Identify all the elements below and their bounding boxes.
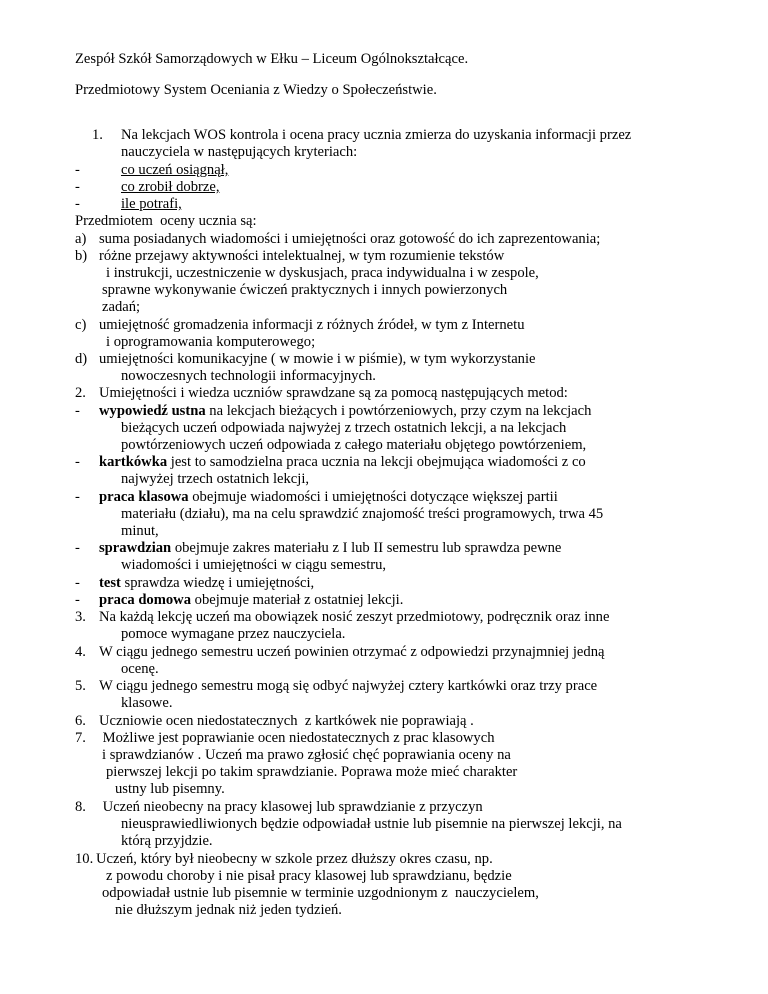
paragraph-line: Na każdą lekcję uczeń ma obowiązek nosić zeszyt przedmiotowy, podręcznik oraz inne xyxy=(99,609,610,625)
method-quiz xyxy=(99,454,586,471)
paragraph-text: jest to samodzielna praca ucznia na lekcji obejmująca wiadomości z co xyxy=(167,454,586,470)
dash-marker: - xyxy=(75,489,80,505)
paragraph-line: Uczniowie ocen niedostatecznych z kartkówek nie poprawiają . xyxy=(99,713,474,729)
list-number: 6. xyxy=(75,713,86,729)
paragraph-line: nieusprawiedliwionych będzie odpowiadał ustnie lub pisemnie na pierwszej lekcji, na xyxy=(121,816,622,832)
paragraph-text: na lekcjach bieżących i powtórzeniowych, przy czym na lekcjach xyxy=(205,403,592,419)
paragraph-line: różne przejawy aktywności intelektualnej, w tym rozumienie tekstów xyxy=(99,248,505,264)
paragraph-line: ustny lub pisemny. xyxy=(115,781,225,797)
list-number: 3. xyxy=(75,609,86,625)
method-class-test xyxy=(99,489,558,506)
dash-marker: - xyxy=(75,592,80,608)
paragraph-line: wiadomości i umiejętności w ciągu semestru, xyxy=(121,557,387,573)
term-bold: sprawdzian xyxy=(99,540,172,556)
list-number: 8. xyxy=(75,799,86,815)
paragraph-line: Na lekcjach WOS kontrola i ocena pracy ucznia zmierza do uzyskania informacji przez xyxy=(121,127,632,143)
method-exam xyxy=(99,540,561,557)
paragraph-line: Uczeń, który był nieobecny w szkole przez dłuższy okres czasu, np. xyxy=(96,851,493,867)
paragraph-line: Przedmiotem oceny ucznia są: xyxy=(75,213,257,229)
term-bold: test xyxy=(99,575,121,591)
bullet-item: ile potrafi, xyxy=(121,196,182,212)
term-bold: wypowiedź ustna xyxy=(99,403,206,419)
list-letter: a) xyxy=(75,231,87,247)
paragraph-line: umiejętność gromadzenia informacji z różnych źródeł, w tym z Internetu xyxy=(99,317,525,333)
dash-marker: - xyxy=(75,162,80,178)
list-number: 2. xyxy=(75,385,86,401)
paragraph-line: pierwszej lekcji po takim sprawdzianie. Poprawa może mieć charakter xyxy=(106,764,518,780)
paragraph-line: i oprogramowania komputerowego; xyxy=(106,334,316,350)
term-bold: praca klasowa xyxy=(99,489,189,505)
paragraph-line: i sprawdzianów . Uczeń ma prawo zgłosić chęć poprawiania oceny na xyxy=(102,747,511,763)
paragraph-text: sprawdza wiedzę i umiejętności, xyxy=(120,575,315,591)
list-number: 1. xyxy=(92,127,103,143)
list-letter: d) xyxy=(75,351,88,367)
paragraph-line: Umiejętności i wiedza uczniów sprawdzane są za pomocą następujących metod: xyxy=(99,385,568,401)
paragraph-line: Uczeń nieobecny na pracy klasowej lub sprawdzianie z przyczyn xyxy=(99,799,483,815)
paragraph-line: materiału (działu), ma na celu sprawdzić znajomość treści programowych, trwa 45 xyxy=(121,506,604,522)
list-letter: c) xyxy=(75,317,87,333)
paragraph-text: obejmuje zakres materiału z I lub II semestru lub sprawdza pewne xyxy=(171,540,562,556)
list-number: 10. xyxy=(75,851,94,867)
term-bold: kartkówka xyxy=(99,454,168,470)
paragraph-line: którą przyjdzie. xyxy=(121,833,213,849)
paragraph-line: sprawne wykonywanie ćwiczeń praktycznych i innych powierzonych xyxy=(102,282,508,298)
list-number: 5. xyxy=(75,678,86,694)
paragraph-line: i instrukcji, uczestniczenie w dyskusjach, praca indywidualna i w zespole, xyxy=(106,265,539,281)
dash-marker: - xyxy=(75,179,80,195)
dash-marker: - xyxy=(75,575,80,591)
paragraph-line: W ciągu jednego semestru mogą się odbyć najwyżej cztery kartkówki oraz trzy prace xyxy=(99,678,598,694)
paragraph-line: W ciągu jednego semestru uczeń powinien otrzymać z odpowiedzi przynajmniej jedną xyxy=(99,644,605,660)
paragraph-text: obejmuje wiadomości i umiejętności dotyczące większej partii xyxy=(188,489,558,505)
paragraph-line: pomoce wymagane przez nauczyciela. xyxy=(121,626,346,642)
list-letter: b) xyxy=(75,248,88,264)
list-number: 7. xyxy=(75,730,86,746)
paragraph-line: minut, xyxy=(121,523,159,539)
list-number: 4. xyxy=(75,644,86,660)
dash-marker: - xyxy=(75,403,80,419)
paragraph-text: obejmuje materiał z ostatniej lekcji. xyxy=(191,592,404,608)
dash-marker: - xyxy=(75,454,80,470)
paragraph-line: zadań; xyxy=(102,299,141,315)
dash-marker: - xyxy=(75,540,80,556)
school-name: Zespół Szkół Samorządowych w Ełku – Liceum Ogólnokształcące. xyxy=(75,51,469,67)
bullet-item: co uczeń osiągnął, xyxy=(121,162,229,178)
bullet-item: co zrobił dobrze, xyxy=(121,179,220,195)
paragraph-line: najwyżej trzech ostatnich lekcji, xyxy=(121,471,310,487)
method-homework xyxy=(99,592,403,609)
term-bold: praca domowa xyxy=(99,592,192,608)
paragraph-line: nowoczesnych technologii informacyjnych. xyxy=(121,368,376,384)
dash-marker: - xyxy=(75,196,80,212)
method-oral xyxy=(99,403,591,420)
document-title: Przedmiotowy System Oceniania z Wiedzy o Społeczeństwie. xyxy=(75,82,437,98)
paragraph-line: bieżących uczeń odpowiada najwyżej z trzech ostatnich lekcji, a na lekcjach xyxy=(121,420,567,436)
paragraph-line: powtórzeniowych uczeń odpowiada z całego materiału objętego powtórzeniem, xyxy=(121,437,587,453)
paragraph-line: odpowiadał ustnie lub pisemnie w terminie uzgodnionym z nauczycielem, xyxy=(102,885,539,901)
paragraph-line: suma posiadanych wiadomości i umiejętności oraz gotowość do ich zaprezentowania; xyxy=(99,231,601,247)
paragraph-line: nauczyciela w następujących kryteriach: xyxy=(121,144,358,160)
paragraph-line: z powodu choroby i nie pisał pracy klasowej lub sprawdzianu, będzie xyxy=(106,868,512,884)
method-test xyxy=(99,575,314,592)
paragraph-line: Możliwe jest poprawianie ocen niedostatecznych z prac klasowych xyxy=(99,730,495,746)
paragraph-line: klasowe. xyxy=(121,695,173,711)
paragraph-line: umiejętności komunikacyjne ( w mowie i w piśmie), w tym wykorzystanie xyxy=(99,351,536,367)
paragraph-line: nie dłuższym jednak niż jeden tydzień. xyxy=(115,902,342,918)
paragraph-line: ocenę. xyxy=(121,661,159,677)
